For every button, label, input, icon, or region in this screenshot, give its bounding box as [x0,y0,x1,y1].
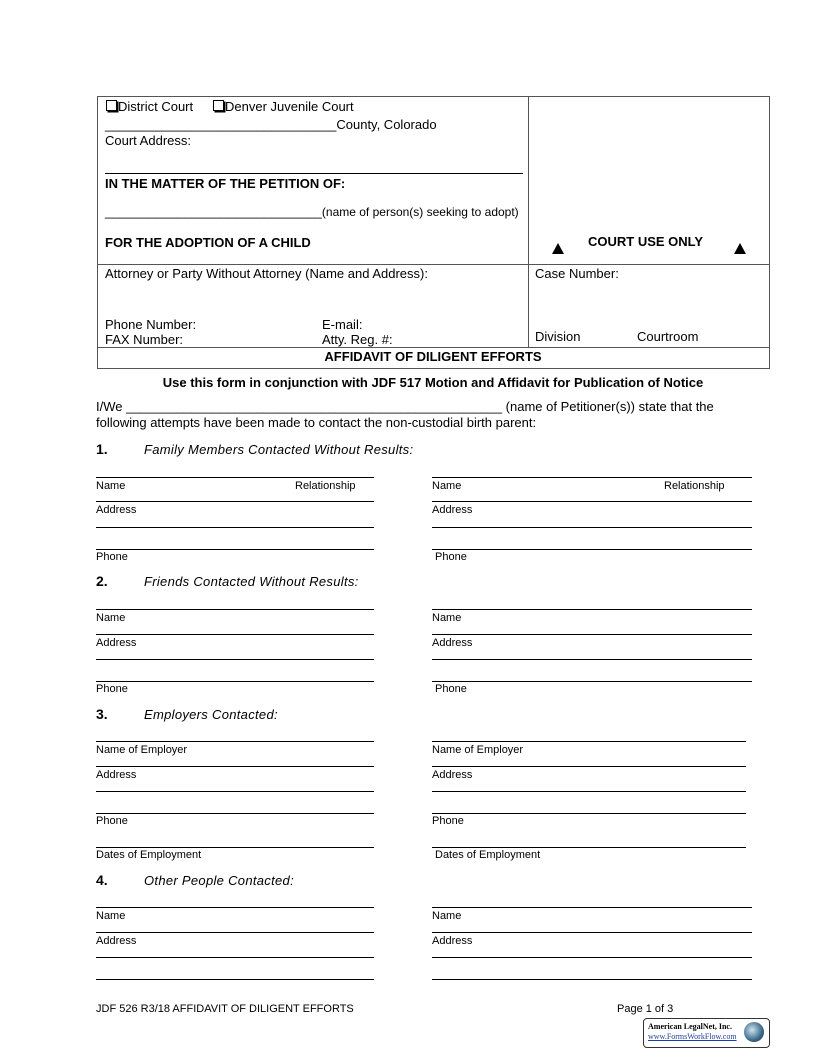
statement-line-1[interactable]: I/We ____________________________________________________ (name of Petitioner(s)) state that the [96,399,714,414]
district-court-option[interactable] [106,99,193,114]
division-label: Division [535,329,581,344]
entry-line-right[interactable] [432,932,752,933]
court-address-label: Court Address: [105,133,191,148]
atty-reg-label: Atty. Reg. #: [322,332,393,347]
field-label-right: Address [432,637,473,649]
court-use-only: COURT USE ONLY [588,234,704,249]
checkbox-icon[interactable] [106,100,117,111]
court-address-line [105,173,523,174]
field-label-right: Name [432,480,462,492]
section-number: 2. [96,573,108,589]
entry-line-right[interactable] [432,957,752,958]
triangle-icon [734,243,746,254]
entry-line-left[interactable] [96,681,374,682]
section-number: 4. [96,872,108,888]
phone-number-label: Phone Number: [105,317,197,332]
section-heading: Family Members Contacted Without Results: [144,442,414,457]
field-label-right: Address [432,935,473,947]
entry-line-left[interactable] [96,979,374,980]
entry-line-right[interactable] [432,477,752,478]
courtroom-label: Courtroom [637,329,699,344]
case-number-label: Case Number: [535,266,619,281]
entry-line-left[interactable] [96,527,374,528]
entry-line-left[interactable] [96,549,374,550]
entry-line-right[interactable] [432,813,746,814]
field-label-right: Phone [435,551,467,563]
petitioner-blank[interactable]: ______________________________ [105,204,322,219]
relationship-label-left: Relationship [295,480,356,492]
email-label: E-mail: [322,317,363,332]
caption-divider-h1 [97,264,769,265]
section-heading: Employers Contacted: [144,707,278,722]
petitioner-note: (name of person(s) seeking to adopt) [321,205,519,219]
denver-juvenile-court-label: Denver Juvenile Court [225,99,354,114]
entry-line-right[interactable] [432,659,752,660]
county-blank[interactable]: ________________________________ [105,117,337,132]
form-title: AFFIDAVIT OF DILIGENT EFFORTS [324,349,542,364]
section-number: 3. [96,706,108,722]
field-label-right: Address [432,504,473,516]
entry-line-right[interactable] [432,681,752,682]
entry-line-left[interactable] [96,907,374,908]
entry-line-left[interactable] [96,957,374,958]
entry-line-left[interactable] [96,477,374,478]
field-label-left: Address [96,935,137,947]
field-label-left: Phone [96,551,128,563]
entry-line-left[interactable] [96,634,374,635]
field-label-left: Dates of Employment [96,849,202,861]
section-heading: Other People Contacted: [144,873,294,888]
entry-line-left[interactable] [96,659,374,660]
globe-icon [744,1022,764,1042]
entry-line-left[interactable] [96,609,374,610]
entry-line-right[interactable] [432,527,752,528]
entry-line-left[interactable] [96,501,374,502]
caption-divider [528,96,529,347]
field-label-left: Name [96,910,126,922]
field-label-left: Name of Employer [96,744,188,756]
entry-line-right[interactable] [432,766,746,767]
checkbox-icon[interactable] [213,100,224,111]
field-label-left: Phone [96,683,128,695]
instruction: Use this form in conjunction with JDF 517 Motion and Affidavit for Publication of Notice [162,375,704,390]
logo-url[interactable]: www.FormsWorkFlow.com [648,1032,737,1041]
field-label-right: Phone [435,683,467,695]
field-label-left: Phone [96,815,128,827]
county-suffix: County, Colorado [336,117,437,132]
entry-line-left[interactable] [96,791,374,792]
entry-line-left[interactable] [96,932,374,933]
entry-line-right[interactable] [432,634,752,635]
entry-line-right[interactable] [432,741,746,742]
field-label-left: Name [96,612,126,624]
matter-heading: IN THE MATTER OF THE PETITION OF: [105,176,346,191]
field-label-left: Address [96,769,137,781]
logo-name: American LegalNet, Inc. [648,1022,732,1031]
entry-line-right[interactable] [432,847,746,848]
field-label-left: Name [96,480,126,492]
district-court-label: District Court [118,99,194,114]
footer-form-id: JDF 526 R3/18 AFFIDAVIT OF DILIGENT EFFORTS [96,1003,354,1015]
entry-line-right[interactable] [432,549,752,550]
footer-page-number: Page 1 of 3 [617,1003,674,1015]
entry-line-right[interactable] [432,791,746,792]
triangle-icon [552,243,564,254]
field-label-right: Name of Employer [432,744,524,756]
entry-line-right[interactable] [432,907,752,908]
entry-line-right[interactable] [432,501,752,502]
entry-line-left[interactable] [96,847,374,848]
statement-line-2: following attempts have been made to contact the non-custodial birth parent: [96,415,537,430]
field-label-right: Name [432,612,462,624]
field-label-right: Address [432,769,473,781]
denver-juvenile-court-option[interactable] [213,99,354,114]
relationship-label-right: Relationship [664,480,725,492]
field-label-left: Address [96,504,137,516]
entry-line-right[interactable] [432,609,752,610]
field-label-left: Address [96,637,137,649]
field-label-right: Name [432,910,462,922]
petitioner-line[interactable] [105,203,519,221]
entry-line-left[interactable] [96,813,374,814]
adoption-heading: FOR THE ADOPTION OF A CHILD [105,235,311,250]
caption-divider-h2 [97,347,769,348]
field-label-right: Dates of Employment [435,849,541,861]
entry-line-left[interactable] [96,741,374,742]
american-legalnet-logo[interactable] [643,1018,770,1048]
section-number: 1. [96,441,108,457]
attorney-label: Attorney or Party Without Attorney (Name and Address): [105,266,428,281]
county-line[interactable] [105,117,437,132]
entry-line-right[interactable] [432,979,752,980]
field-label-right: Phone [432,815,464,827]
entry-line-left[interactable] [96,766,374,767]
section-heading: Friends Contacted Without Results: [144,574,359,589]
fax-number-label: FAX Number: [105,332,184,347]
